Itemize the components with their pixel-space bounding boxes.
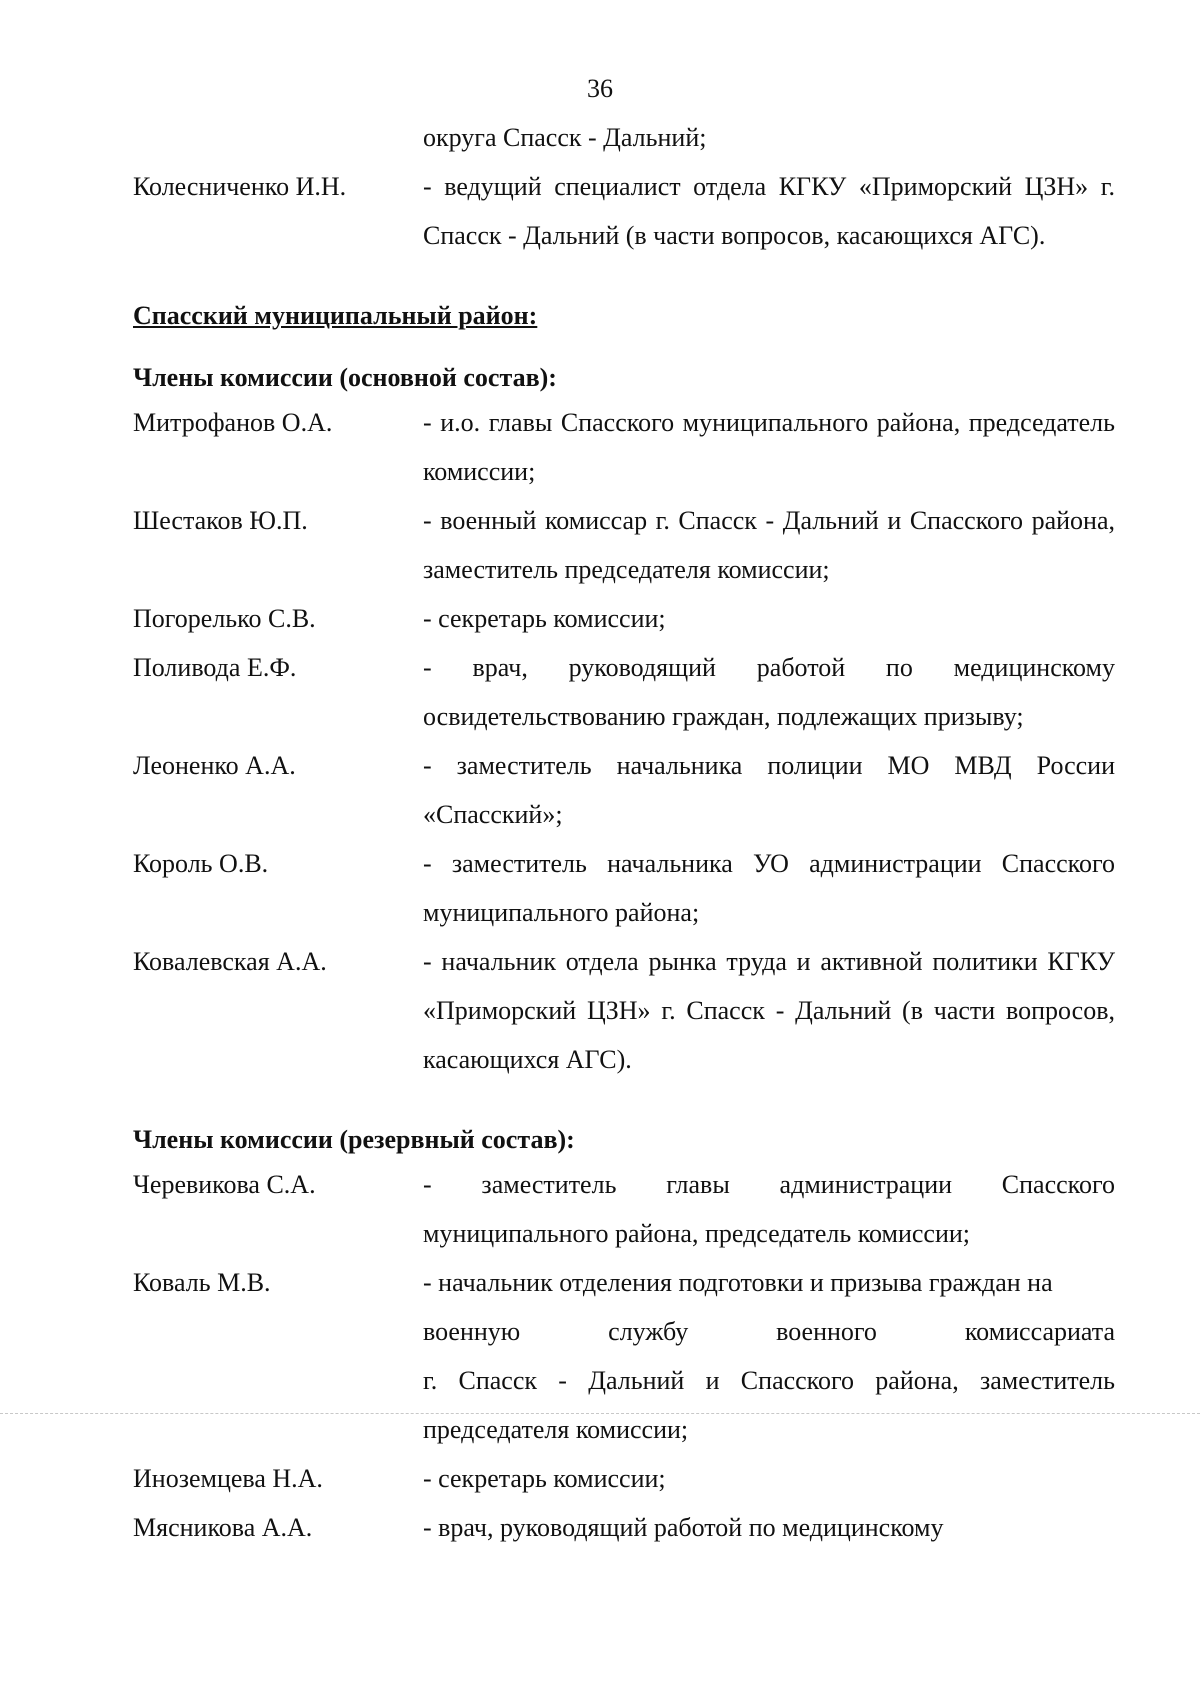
member-entry	[133, 1160, 1115, 1258]
member-role: - врач, руководящий работой по медицинскому	[423, 1513, 944, 1542]
member-role: - врач, руководящий работой по медицинскому освидетельствованию граждан, подлежащих призыву;	[423, 653, 1115, 731]
member-role: - военный комиссар г. Спасск - Дальний и Спасского района, заместитель председателя комиссии;	[423, 506, 1115, 584]
member-role: - начальник отдела рынка труда и активной политики КГКУ «Приморский ЦЗН» г. Спасск - Дальний (в части вопросов, касающихся АГС).	[423, 947, 1115, 1074]
member-name: Шестаков Ю.П.	[133, 506, 308, 535]
member-role: - заместитель начальника УО администрации Спасского муниципального района;	[423, 849, 1115, 927]
member-name: Погорелько С.В.	[133, 604, 316, 633]
member-entry	[133, 937, 1115, 1084]
member-role-rest: г. Спасск - Дальний и Спасского района, заместитель председателя комиссии;	[423, 1366, 1115, 1444]
role-word: комиссариата	[964, 1317, 1115, 1346]
member-entry	[133, 741, 1115, 839]
member-role-line: - начальник отделения подготовки и призыва граждан на	[423, 1268, 1053, 1297]
member-role: - ведущий специалист отдела КГКУ «Приморский ЦЗН» г. Спасск - Дальний (в части вопросов, касающихся АГС).	[423, 172, 1115, 250]
continuation-text: округа Спасск - Дальний;	[423, 123, 707, 152]
member-entry	[133, 1503, 1115, 1552]
member-name: Коваль М.В.	[133, 1268, 271, 1297]
member-name: Король О.В.	[133, 849, 269, 878]
member-name: Колесниченко И.Н.	[133, 172, 347, 201]
member-entry	[133, 398, 1115, 496]
role-word: военного	[776, 1317, 877, 1346]
member-name: Черевикова С.А.	[133, 1170, 316, 1199]
member-role: - заместитель главы администрации Спасского муниципального района, председатель комиссии;	[423, 1170, 1115, 1248]
member-entry	[133, 1258, 1115, 1454]
member-name: Поливода Е.Ф.	[133, 653, 297, 682]
member-role	[423, 1258, 1115, 1454]
member-role: - секретарь комиссии;	[423, 1464, 666, 1493]
member-name: Митрофанов О.А.	[133, 408, 333, 437]
member-entry	[133, 1454, 1115, 1503]
role-word: военную	[423, 1317, 521, 1346]
main-composition-heading: Члены комиссии (основной состав):	[133, 363, 557, 392]
scan-artifact-line	[0, 1413, 1200, 1414]
reserve-composition-heading: Члены комиссии (резервный состав):	[133, 1125, 575, 1154]
member-role: - заместитель начальника полиции МО МВД России «Спасский»;	[423, 751, 1115, 829]
member-name: Иноземцева Н.А.	[133, 1464, 323, 1493]
member-name: Мясникова А.А.	[133, 1513, 313, 1542]
member-name: Ковалевская А.А.	[133, 947, 327, 976]
member-role: - и.о. главы Спасского муниципального района, председатель комиссии;	[423, 408, 1115, 486]
member-role-line-stretched	[423, 1307, 1115, 1356]
section-title: Спасский муниципальный район:	[133, 301, 538, 330]
member-entry	[133, 839, 1115, 937]
member-entry	[133, 594, 1115, 643]
page-number: 36	[587, 74, 613, 103]
member-entry	[133, 162, 1115, 260]
member-role: - секретарь комиссии;	[423, 604, 666, 633]
member-entry	[133, 496, 1115, 594]
role-word: службу	[608, 1317, 689, 1346]
member-entry	[133, 643, 1115, 741]
member-name: Леоненко А.А.	[133, 751, 296, 780]
document-body	[133, 113, 1115, 1552]
